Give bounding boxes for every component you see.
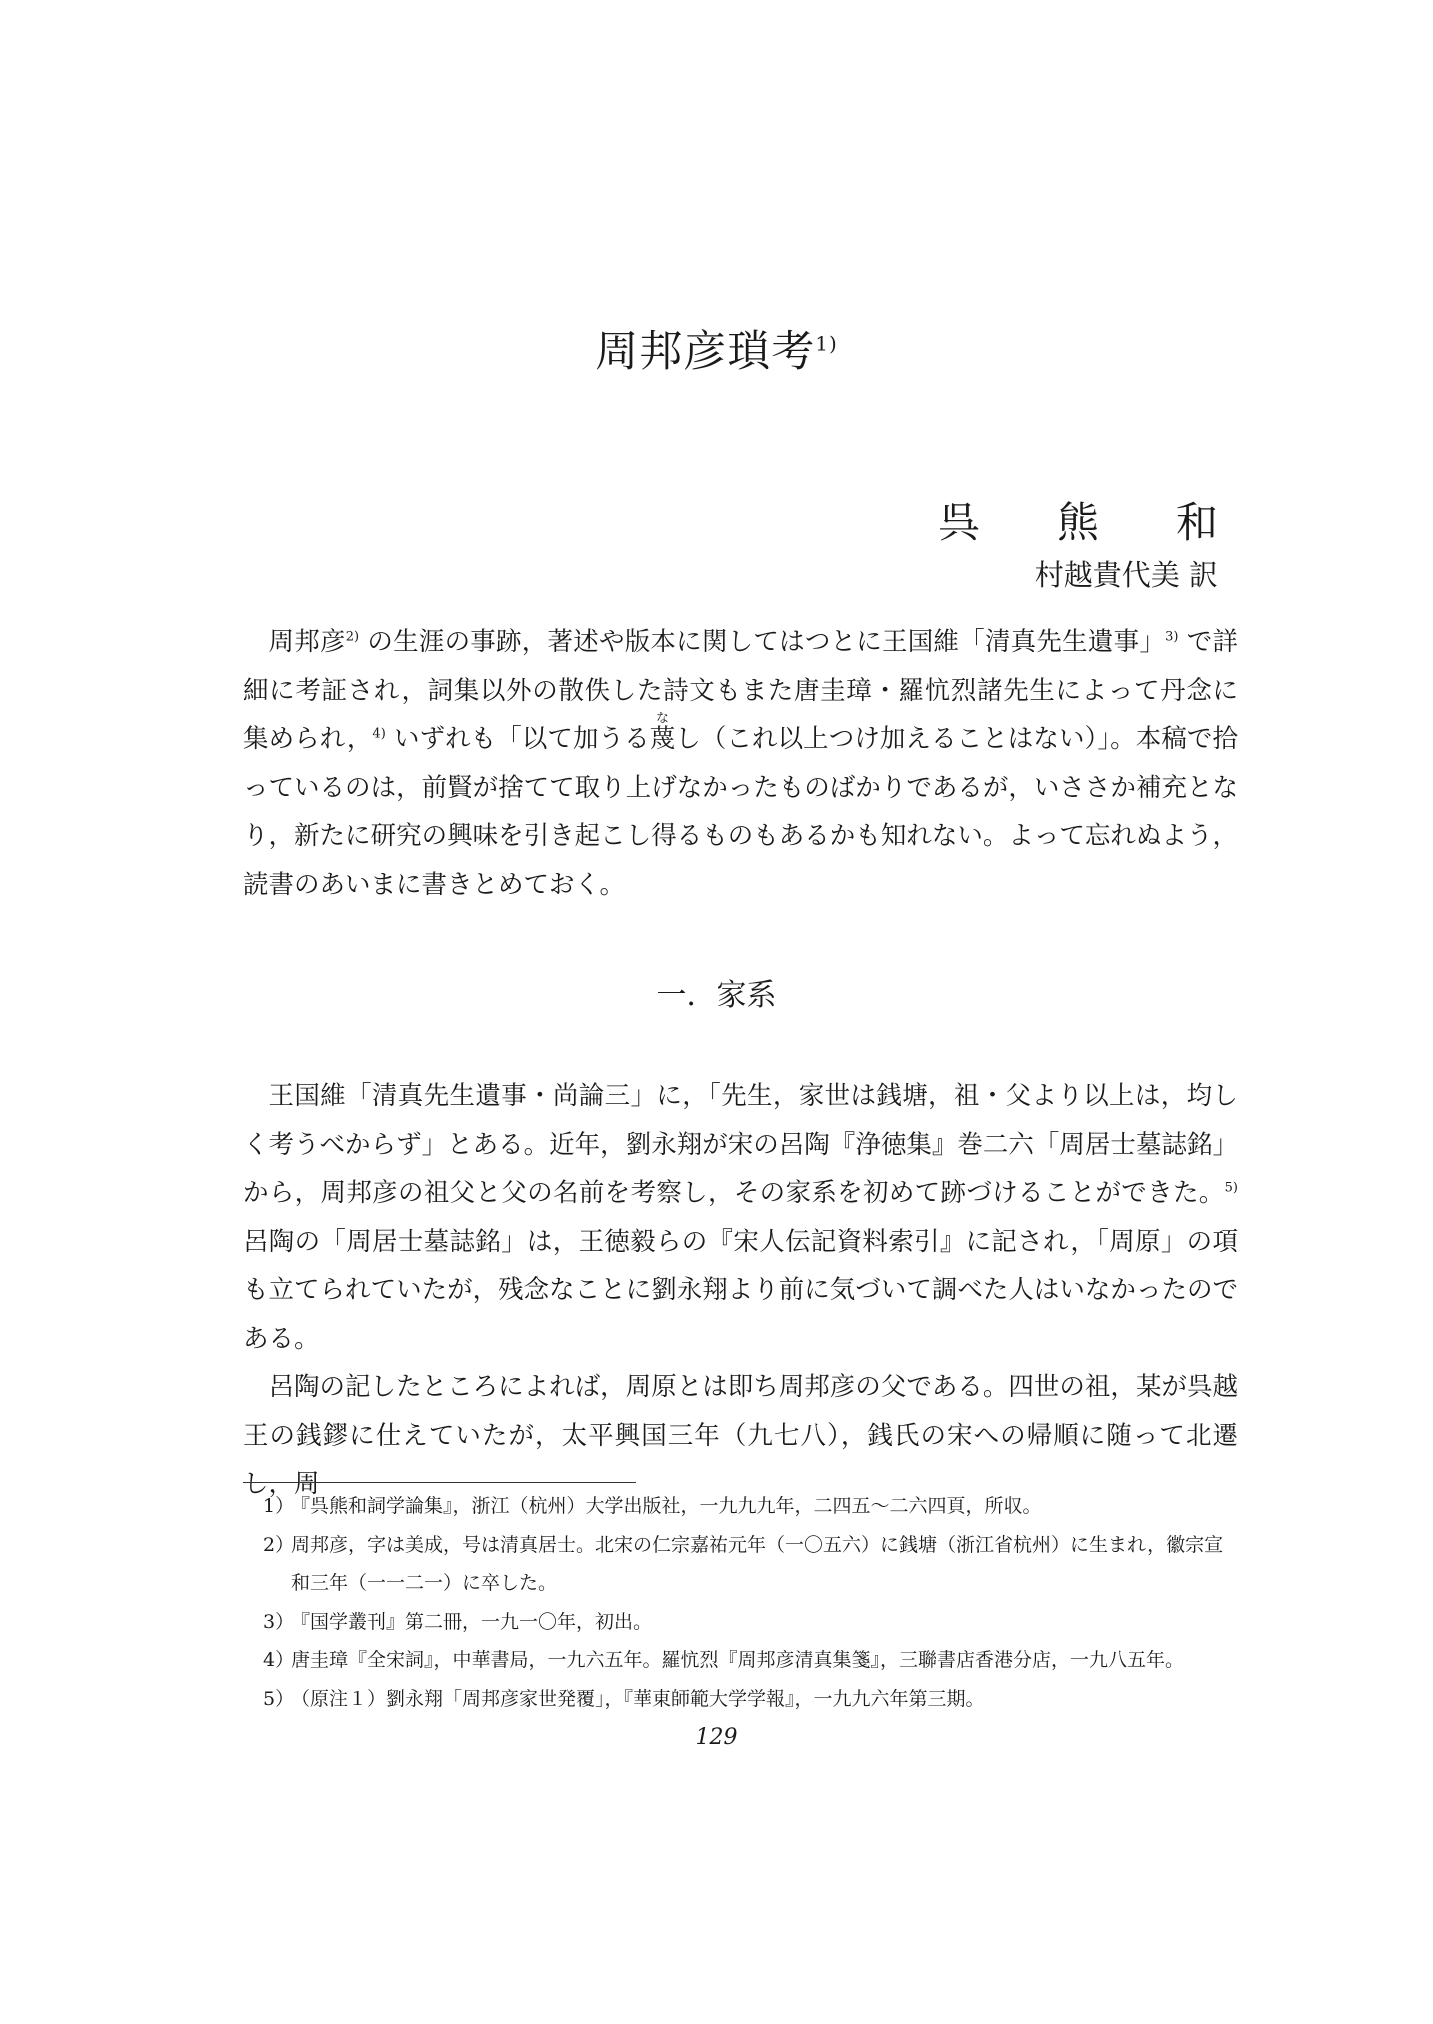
footnote-number: 5） (263, 1687, 295, 1710)
footnote-ref-2: 2) (345, 629, 360, 645)
translator-credit: 村越貴代美 訳 (1034, 558, 1218, 592)
footnote-number: 3） (263, 1610, 295, 1633)
page-number: 129 (695, 1725, 738, 1750)
intro-text: 周邦彦$^{2)}$ の生涯の事跡，著述や版本に関してはつとに王国維「清真先生遺事」$^{3)}$ で詳細に考証され，詞集以外の散佚した詩文もまた唐圭璋・羅忼烈諸先生によって丹念に集められ，$^{4)}$ いずれも「以て加うる蔑なし（これ以上つけ加えることはない）」。本稿で拾っているのは，前賢が捨てて取り上げなかったものばかりであるが，いささか補充となり，新たに研究の興味を引き起こし得るものもあるかも知れない。よって忘れぬよう，読書のあいまに書きとめておく。 (243, 627, 1238, 900)
body-paragraph: 王国維「清真先生遺事・尚論三」に，「先生，家世は銭塘，祖・父より以上は，均しく考うべからず」とある。近年，劉永翔が宋の呂陶『浄徳集』巻二六「周居士墓誌銘」から，周邦彦の祖父と父の名前を考察し，その家系を初めて跡づけることができた。$^{5)}$ 呂陶の「周居士墓誌銘」は，王徳毅らの『宋人伝記資料索引』に記され，「周原」の項も立てられていたが，残念なことに劉永翔より前に気づいて調べた人はいなかったのである。 (243, 1081, 1238, 1354)
footnote-divider (243, 1482, 636, 1483)
body-paragraph: 呂陶の記したところによれば，周原とは即ち周邦彦の父である。四世の祖，某が呉越王の銭鏐に仕えていたが，太平興国三年（九七八），銭氏の宋への帰順に随って北遷し，周 (243, 1372, 1238, 1499)
footnote-number: 1） (263, 1495, 295, 1517)
author-char: 和 (1175, 498, 1218, 547)
footnote (243, 1526, 1238, 1603)
footnote-text: 唐圭璋『全宋詞』，中華書局，一九六五年。羅忼烈『周邦彦清真集箋』，三聯書店香港分店，一九八五年。 (291, 1649, 1185, 1671)
author-char: 熊 (1056, 498, 1099, 547)
section-body (243, 1072, 1238, 1509)
footnote-number: 4） (263, 1649, 295, 1671)
author-name (938, 490, 1218, 550)
author-char: 呉 (938, 498, 981, 547)
intro-paragraph (243, 618, 1238, 909)
ruby-annotation: 蔑な (649, 711, 676, 754)
article-title-text: 周邦彦瑣考 (595, 327, 816, 377)
footnote-text: 周邦彦，字は美成，号は清真居士。北宋の仁宗嘉祐元年（一〇五六）に銭塘（浙江省杭州）に生まれ，徽宗宣和三年（一一二一）に卒した。 (291, 1533, 1224, 1594)
footnotes (243, 1487, 1238, 1718)
article-title (0, 318, 1433, 379)
footnote (243, 1680, 1238, 1719)
footnote (243, 1641, 1238, 1680)
footnote-ref-3: 3) (1165, 629, 1179, 645)
footnote-text: 『国学叢刊』第二冊，一九一〇年，初出。 (291, 1610, 653, 1633)
footnote-text: （原注１）劉永翔「周邦彦家世発覆」，『華東師範大学学報』，一九九六年第三期。 (291, 1687, 985, 1710)
footnote-text: 『呉熊和詞学論集』，浙江（杭州）大学出版社，一九九九年，二四五～二六四頁，所収。 (291, 1495, 1042, 1517)
footnote-number: 2） (263, 1533, 295, 1556)
footnote-ref-1: 1) (815, 331, 838, 356)
footnote-ref-4: 4) (372, 726, 386, 742)
footnote (243, 1603, 1238, 1642)
footnote (243, 1487, 1238, 1526)
footnote-ref-5: 5) (1224, 1180, 1238, 1196)
section-heading: 一．家系 (656, 978, 777, 1013)
